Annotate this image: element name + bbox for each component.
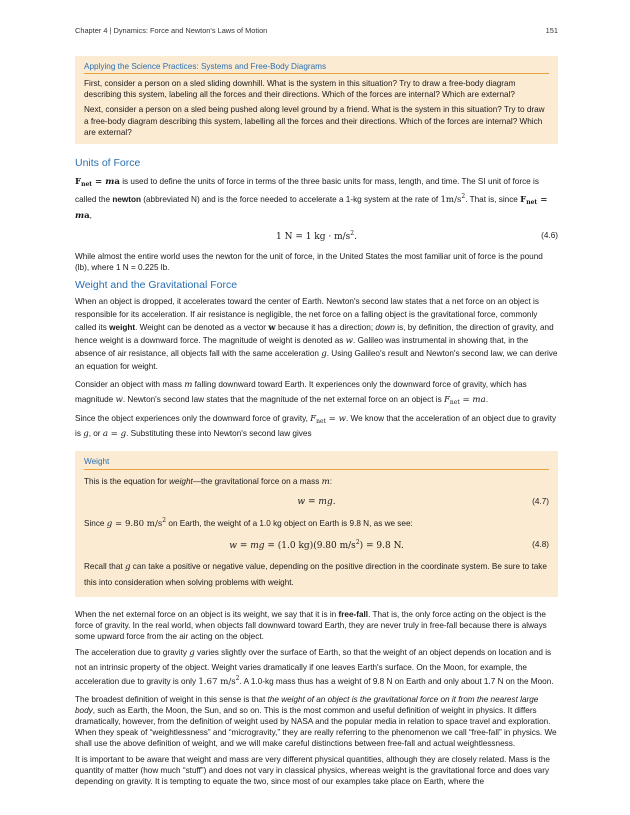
science-practices-box bbox=[75, 56, 558, 144]
running-header bbox=[75, 26, 558, 36]
math-w: w bbox=[345, 335, 354, 346]
practice-paragraph-1: First, consider a person on a sled sliding downhill. What is the system in this situation? Try to draw a free-body diagram describing this system, labeling all the forces and their directions. Which of the forces are internal? Which are external? bbox=[84, 79, 516, 100]
gravity-variation-paragraph: The acceleration due to gravity g varies slightly over the surface of Earth, so that the weight of an object depends on location and is not an intrinsic property of the object. Weight varies dramatically if one leaves Earth's surface. On the Moon, for example, the acceleration due to gravity is only 1.67 $m/s^2$. A 1.0-kg mass thus has a weight of 9.8 N on Earth and only about 1.7 N on the Moon. bbox=[75, 648, 554, 687]
weight-gravity-heading: Weight and the Gravitational Force bbox=[75, 278, 238, 291]
math-g: g bbox=[321, 349, 327, 360]
math-fnet-ma-2: $F_{net}$ = ma bbox=[75, 194, 548, 221]
page-number: 151 bbox=[545, 26, 558, 35]
weight-box-title: Weight bbox=[84, 456, 549, 469]
units-of-force-heading: Units of Force bbox=[75, 156, 141, 169]
equation-4-6: 1 N = 1 kg · $m/s^2$. (4.6) bbox=[276, 230, 558, 243]
math-w-2: w bbox=[115, 394, 123, 405]
math-m: m bbox=[184, 380, 193, 391]
equation-number: (4.8) bbox=[532, 539, 549, 549]
units-paragraph-1: $F_{net}$ = ma is used to define the units of force in terms of the three basic units for mass, length, and time. The SI unit of force is called the newton (abbreviated N) and is the force needed to accelerate a 1-kg system at the rate of $1m/s^2$. That is, since $F_{net}$ = ma, bbox=[75, 177, 548, 221]
math-vector-w: w bbox=[268, 322, 276, 333]
units-paragraph-2: While almost the entire world uses the newton for the unit of force, in the United States the most familiar unit of force is the pound (lb), where 1 N = 0.225 lb. bbox=[75, 251, 543, 272]
weight-box-intro: This is the equation for weight—the gravitational force on a mass m: bbox=[84, 476, 333, 487]
math-g-value: g = 9.80 $m/s^2$ bbox=[106, 517, 167, 530]
practice-paragraph-2: Next, consider a person on a sled being pushed along level ground by a friend. What is the system in this situation? Try to draw a free-body diagram describing this system, labelling all the forces and their directions. Which of the forces are internal? Which are external? bbox=[84, 105, 545, 137]
main-content bbox=[75, 56, 558, 791]
equation-number: (4.6) bbox=[541, 231, 558, 241]
weight-paragraph-3: Since the object experiences only the downward force of gravity, $F_{net} = w$. We know that the acceleration of an object due to gravity is g, or a = g. Substituting these into Newton's second law gives bbox=[75, 413, 557, 439]
weight-box-recall: Recall that g can take a positive or negative value, depending on the positive direction in the coordinate system. Be sure to take this into consideration when solving problems with weight. bbox=[84, 561, 547, 588]
equation-4-7: w = mg. (4.7) bbox=[297, 496, 549, 507]
math-g-2: g bbox=[83, 428, 89, 439]
math-fnet-ma: $F_{net}$ = ma bbox=[75, 177, 120, 189]
weight-mass-paragraph: It is important to be aware that weight and mass are very different physical quantities, although they are closely related. Mass is the quantity of matter (how much “stuff”) and does not vary in classical physics, whereas weight is the gravitational force and does vary depending on gravity. It is tempting to equate the two, since most of our examples take place on Earth, where the bbox=[75, 754, 550, 786]
weight-paragraph-2: Consider an object with mass m falling downward toward Earth. It experiences only the downward force of gravity, which has magnitude w. Newton's second law states that the magnitude of the net external force on an object is $F_{net}$ = ma. bbox=[75, 380, 527, 406]
math-g-4: g bbox=[189, 648, 195, 659]
math-a-g: a = g bbox=[102, 428, 127, 439]
math-m-2: m bbox=[321, 476, 330, 487]
math-g-3: g bbox=[124, 561, 131, 572]
chapter-title: Chapter 4 | Dynamics: Force and Newton's Laws of Motion bbox=[75, 26, 268, 35]
equation-4-8: w = mg = (1.0 kg)(9.80 $m/s^2) = 9.8$ N. (4.8) bbox=[229, 538, 549, 551]
equation-number: (4.7) bbox=[532, 496, 549, 506]
math-fnet-ma-scalar: $F_{net}$ = ma bbox=[443, 394, 486, 406]
math-moon-g: 1.67 $m/s^2$ bbox=[198, 675, 240, 687]
math-fnet-w: $F_{net} = w$ bbox=[310, 413, 346, 425]
weight-box bbox=[75, 451, 558, 596]
freefall-paragraph: When the net external force on an object is its weight, we say that it is in free-fall. That is, the only force acting on the object is the force of gravity. In the real world, when objects fall downward toward Earth, they are never truly in free-fall because there is always some upward force from the air acting on the object. bbox=[75, 609, 547, 641]
weight-box-since: Since g = 9.80 $m/s^2$ on Earth, the weight of a 1.0 kg object on Earth is 9.8 N, as we see: bbox=[84, 517, 413, 530]
weight-paragraph-1: When an object is dropped, it accelerates toward the center of Earth. Newton's second law states that a net force on an object is responsible for its acceleration. If air resistance is negligible, the net force on a falling object is the gravitational force, commonly called its weight. Weight can be denoted as a vector w because it has a direction; down is, by definition, the direction of gravity, and hence weight is a downward force. The magnitude of weight is denoted as w. Galileo was instrumental in showing that, in the absence of air resistance, all objects fall with the same acceleration g. Using Galileo's result and Newton's second law, we can derive an equation for weight. bbox=[75, 297, 558, 372]
weight-definition-paragraph: The broadest definition of weight in this sense is that the weight of an object is the gravitational force on it from the nearest large body, such as Earth, the Moon, the Sun, and so on. This is the most common and useful definition of weight in physics. It differs dramatically, however, from the definition of weight used by NASA and the popular media in relation to space travel and exploration. When they speak of “weightlessness” and “microgravity,” they are really referring to the phenomenon we call “free-fall” in physics. We shall use the above definition of weight, and we will make careful distinctions between free-fall and actual weightlessness. bbox=[75, 694, 557, 749]
math-unit-acceleration: $1m/s^2$ bbox=[440, 192, 466, 205]
science-practices-title: Applying the Science Practices: Systems and Free-Body Diagrams bbox=[84, 61, 549, 74]
